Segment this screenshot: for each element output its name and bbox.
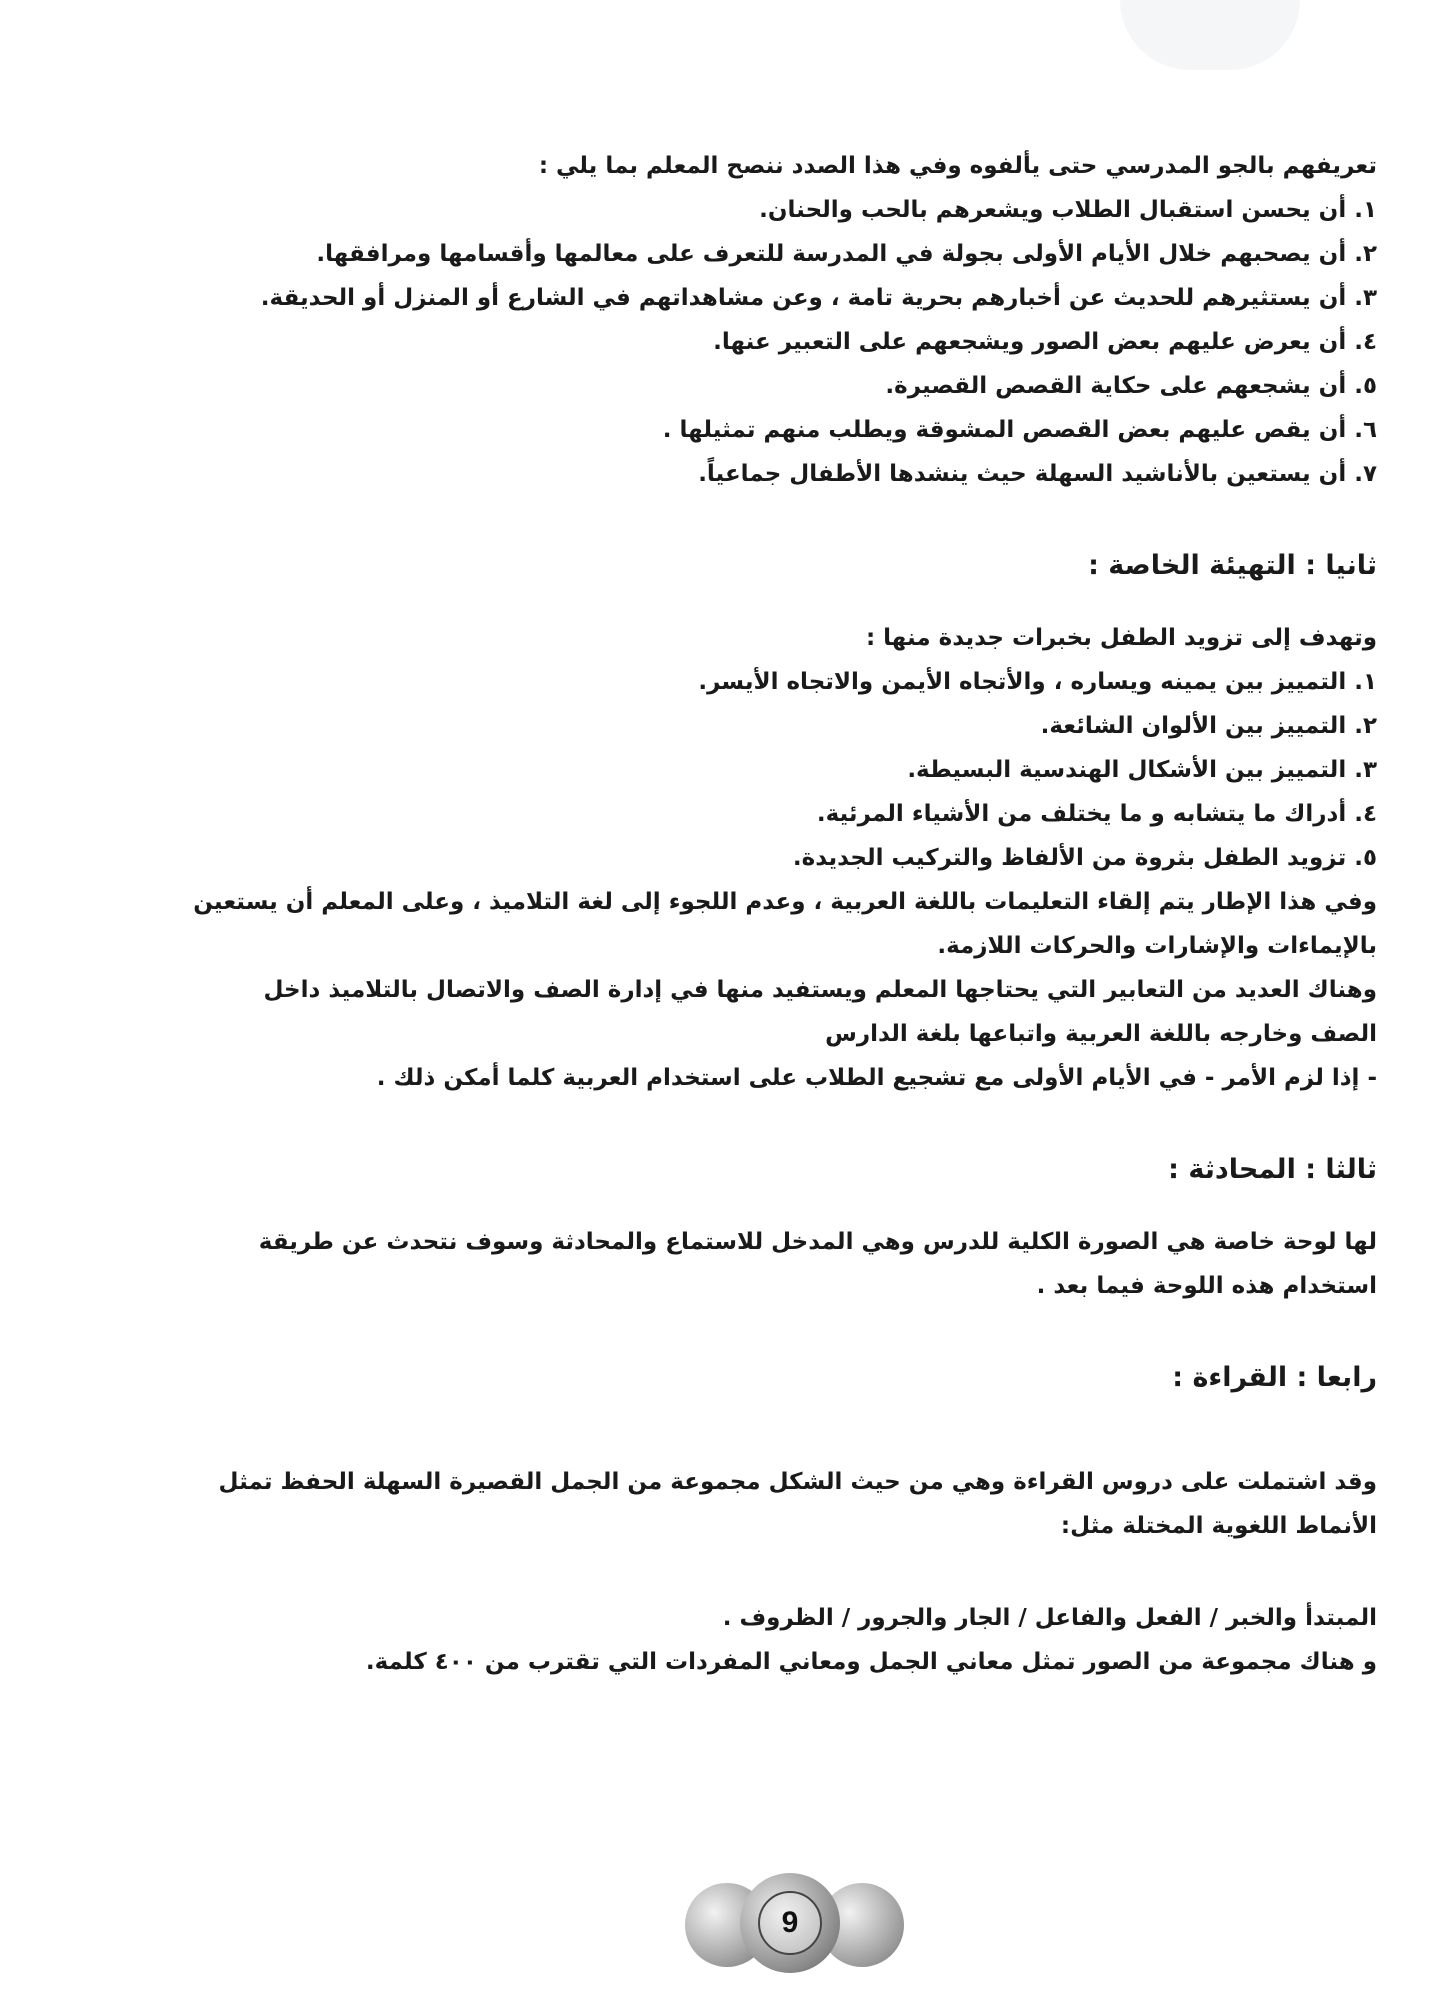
paragraph-line: الأنماط اللغوية المختلة مثل: bbox=[1060, 1513, 1377, 1539]
list-item: ٢. التمييز بين الألوان الشائعة. bbox=[1040, 713, 1377, 739]
intro-item: ٧. أن يستعين بالأناشيد السهلة حيث ينشدها الأطفال جماعياً. bbox=[698, 461, 1377, 487]
page-body bbox=[70, 144, 1377, 1684]
section-lead: وتهدف إلى تزويد الطفل بخبرات جديدة منها : bbox=[865, 625, 1377, 651]
list-item: ٤. أدراك ما يتشابه و ما يختلف من الأشياء المرئية. bbox=[816, 801, 1377, 827]
intro-line: تعريفهم بالجو المدرسي حتى يألفوه وفي هذا الصدد ننصح المعلم بما يلي : bbox=[538, 153, 1377, 179]
intro-item: ٢. أن يصحبهم خلال الأيام الأولى بجولة في المدرسة للتعرف على معالمها وأقسامها ومرافقها. bbox=[316, 241, 1377, 267]
paragraph-line: الصف وخارجه باللغة العربية واتباعها بلغة الدارس bbox=[825, 1021, 1377, 1047]
paragraph-line: و هناك مجموعة من الصور تمثل معاني الجمل ومعاني المفردات التي تقترب من ٤٠٠ كلمة. bbox=[365, 1649, 1377, 1675]
paragraph-line: لها لوحة خاصة هي الصورة الكلية للدرس وهي المدخل للاستماع والمحادثة وسوف نتحدث عن طريقة bbox=[258, 1229, 1377, 1255]
section-heading-reading: رابعا : القراءة : bbox=[1172, 1362, 1377, 1393]
paragraph-line: وفي هذا الإطار يتم إلقاء التعليمات باللغة العربية ، وعدم اللجوء إلى لغة التلاميذ ، وعلى المعلم أن يستعين bbox=[193, 889, 1377, 915]
page-footer bbox=[0, 1865, 1445, 1975]
intro-item: ٣. أن يستثيرهم للحديث عن أخبارهم بحرية تامة ، وعن مشاهداتهم في الشارع أو المنزل أو الحديقة. bbox=[260, 285, 1377, 311]
intro-item: ١. أن يحسن استقبال الطلاب ويشعرهم بالحب والحنان. bbox=[759, 197, 1377, 223]
paragraph-line: وقد اشتملت على دروس القراءة وهي من حيث الشكل مجموعة من الجمل القصيرة السهلة الحفظ تمثل bbox=[218, 1469, 1377, 1495]
intro-item: ٦. أن يقص عليهم بعض القصص المشوقة ويطلب منهم تمثيلها . bbox=[662, 417, 1377, 443]
list-item: ٥. تزويد الطفل بثروة من الألفاظ والتركيب الجديدة. bbox=[792, 845, 1377, 871]
paragraph-line: وهناك العديد من التعابير التي يحتاجها المعلم ويستفيد منها في إدارة الصف والاتصال بالتلاميذ داخل bbox=[263, 977, 1377, 1003]
top-decoration bbox=[1120, 0, 1300, 70]
page-number-badge bbox=[740, 1873, 840, 1973]
section-heading-conversation: ثالثا : المحادثة : bbox=[1168, 1154, 1377, 1185]
paragraph-line: المبتدأ والخبر / الفعل والفاعل / الجار والجرور / الظروف . bbox=[722, 1605, 1377, 1631]
intro-item: ٤. أن يعرض عليهم بعض الصور ويشجعهم على التعبير عنها. bbox=[713, 329, 1377, 355]
list-item: ١. التمييز بين يمينه ويساره ، والأتجاه الأيمن والاتجاه الأيسر. bbox=[698, 669, 1377, 695]
paragraph-line: بالإيماءات والإشارات والحركات اللازمة. bbox=[937, 933, 1377, 959]
paragraph-line: استخدام هذه اللوحة فيما بعد . bbox=[1036, 1273, 1377, 1299]
intro-item: ٥. أن يشجعهم على حكاية القصص القصيرة. bbox=[885, 373, 1377, 399]
section-heading-special-preparation: ثانيا : التهيئة الخاصة : bbox=[1088, 550, 1377, 581]
list-item: ٣. التمييز بين الأشكال الهندسية البسيطة. bbox=[907, 757, 1377, 783]
page-number: 9 bbox=[758, 1891, 822, 1955]
paragraph-line: - إذا لزم الأمر - في الأيام الأولى مع تشجيع الطلاب على استخدام العربية كلما أمكن ذلك . bbox=[376, 1065, 1377, 1091]
